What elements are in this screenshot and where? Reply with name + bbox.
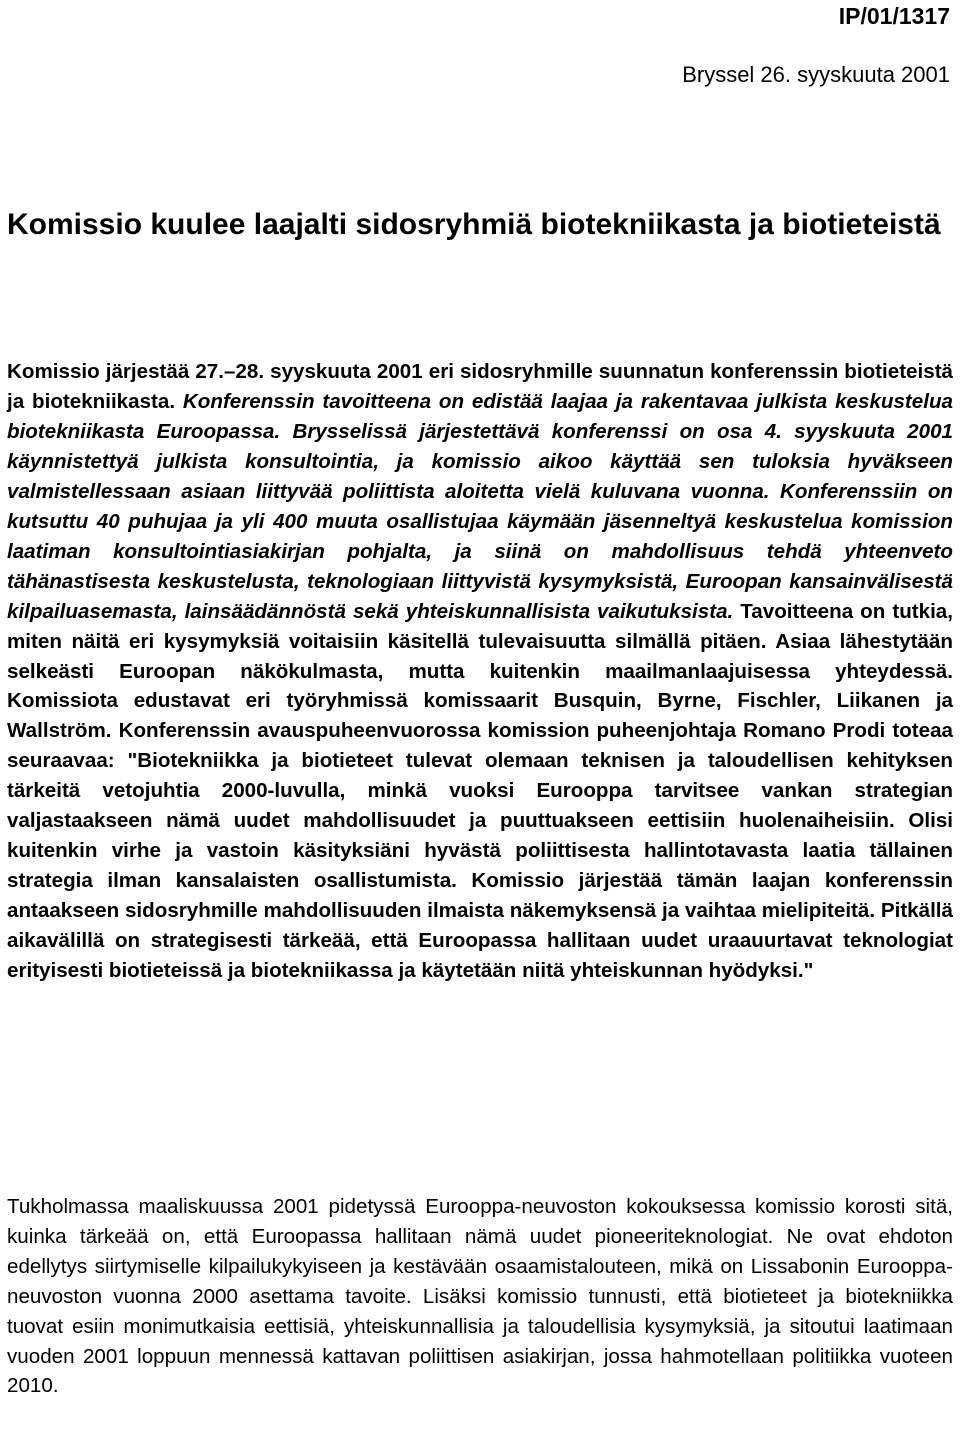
page-title: Komissio kuulee laajalti sidosryhmiä biotekniikasta ja biotieteistä: [7, 208, 941, 241]
dateline: Bryssel 26. syyskuuta 2001: [682, 62, 950, 87]
press-release-reference: IP/01/1317: [838, 3, 950, 29]
body-paragraph: Tukholmassa maaliskuussa 2001 pidetyssä Eurooppa-neuvoston kokouksessa komissio korosti sitä, kuinka tärkeää on, että Euroopassa hallitaan nämä uudet pioneeriteknologiat. Ne ovat ehdoton edellytys siirtymiselle kilpailukykyiseen ja kestävään osaamistalouteen, mikä on Lissabonin Eurooppa-neuvoston vuonna 2000 asettama tavoite. Lisäksi komissio tunnusti, että biotieteet ja biotekniikka tuovat esiin monimutkaisia eettisiä, yhteiskunnallisia ja taloudellisia kysymyksiä, ja sitoutui laatimaan vuoden 2001 loppuun mennessä kattavan poliittisen asiakirjan, jossa hahmotellaan politiikka vuoteen 2010.: [7, 1195, 953, 1398]
lead-text-italic: Konferenssin tavoitteena on edistää laajaa ja rakentavaa julkista keskustelua biotekniikasta Euroopassa. Brysselissä järjestettävä konferenssi on osa 4. syyskuuta 2001 käynnistettyä julkista konsultointia, ja komissio aikoo käyttää sen tuloksia hyväkseen valmistellessaan asiaan liittyvää poliittista aloitetta vielä kuluvana vuonna. Konferenssiin on kutsuttu 40 puhujaa ja yli 400 muuta osallistujaa käymään jäsenneltyä keskustelua komission laatiman konsultointiasiakirjan pohjalta, ja siinä on mahdollisuus tehdä yhteenveto tähänastisesta keskustelusta, teknologiaan liittyvistä kysymyksistä, Euroopan kansainvälisestä kilpailuasemasta, lainsäädännöstä sekä yhteiskunnallisista vaikutuksista.: [7, 389, 953, 623]
lead-text-intro: Komissio järjestää 27.–28. syyskuuta 2001 eri sidosryhmille suunnatun konferenssin biotieteistä ja biotekniikasta.: [7, 360, 953, 413]
lead-text-continuation: Tavoitteena on tutkia, miten näitä eri kysymyksiä voitaisiin käsitellä tulevaisuutta silmällä pitäen. Asiaa lähestytään selkeästi Euroopan näkökulmasta, mutta kuitenkin maailmanlaajuisessa yhteydessä. Komissiota edustavat eri työryhmissä komissaarit Busquin, Byrne, Fischler, Liikanen ja Wallström. Konferenssin avauspuheenvuorossa komission puheenjohtaja Romano Prodi toteaa seuraavaa: "Biotekniikka ja biotieteet tulevat olemaan teknisen ja taloudellisen kehityksen tärkeitä vetojuhtia 2000-luvulla, minkä vuoksi Eurooppa tarvitsee vankan strategian valjastaakseen nämä uudet mahdollisuudet ja puuttuakseen eettisiin huolenaiheisiin. Olisi kuitenkin virhe ja vastoin käsityksiäni hyvästä poliittisesta hallintotavasta laatia tällainen strategia ilman kansalaisten osallistumista. Komissio järjestää tämän laajan konferenssin antaakseen sidosryhmille mahdollisuuden ilmaista näkemyksensä ja vaihtaa mielipiteitä. Pitkällä aikavälillä on strategisesti tärkeää, että Euroopassa hallitaan uudet uraauurtavat teknologiat erityisesti biotieteissä ja biotekniikassa ja käytetään niitä yhteiskunnan hyödyksi.": [7, 599, 953, 983]
lead-paragraph: [7, 357, 953, 986]
